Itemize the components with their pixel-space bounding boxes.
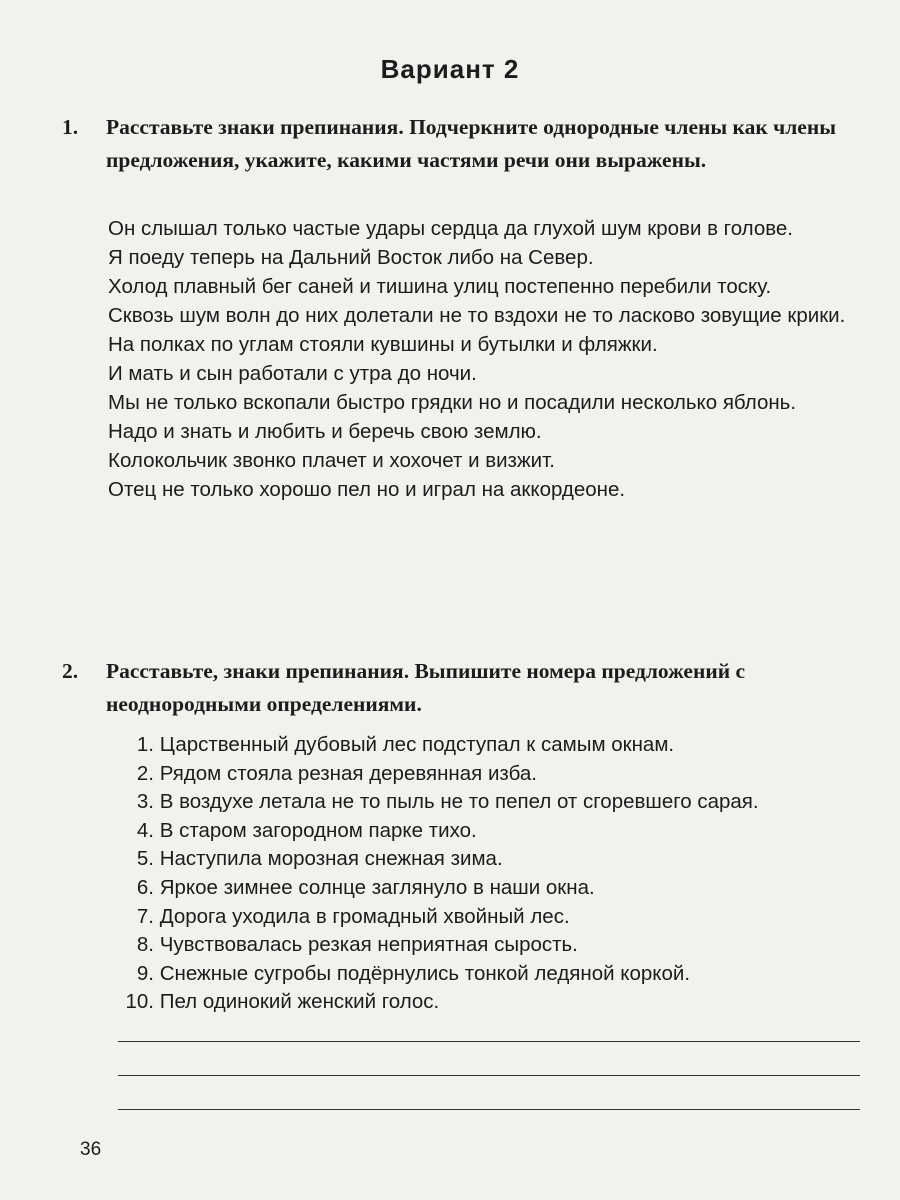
answer-line[interactable] bbox=[118, 1109, 860, 1110]
page-number: 36 bbox=[80, 1139, 102, 1160]
sentence-text: Наступила морозная снежная зима. bbox=[159, 847, 503, 871]
answer-line[interactable] bbox=[118, 1075, 860, 1076]
sentence-number: 9. bbox=[136, 961, 154, 985]
task-1-sentence: На полках по углам стояли кувшины и бутылки и фляжки. bbox=[108, 333, 658, 356]
sentence-number: 1. bbox=[136, 733, 154, 756]
task-1-sentence: Холод плавный бег саней и тишина улиц постепенно перебили тоску. bbox=[108, 275, 772, 298]
sentence-text: В воздухе летала не то пыль не то пепел от сгоревшего сарая. bbox=[159, 790, 759, 814]
task-2-sentence bbox=[112, 903, 872, 932]
task-1-sentence: И мать и сын работали с утра до ночи. bbox=[108, 362, 477, 385]
task-2-sentence bbox=[112, 817, 872, 846]
sentence-number: 4. bbox=[136, 818, 154, 842]
task-2-sentence bbox=[112, 874, 872, 903]
task-2-number: 2. bbox=[62, 659, 79, 683]
task-1-sentence: Мы не только вскопали быстро грядки но и посадили несколько яблонь. bbox=[108, 391, 797, 414]
sentence-text: Пел одинокий женский голос. bbox=[159, 990, 440, 1014]
sentence-number: 3. bbox=[136, 790, 154, 814]
task-1-instruction bbox=[62, 111, 862, 177]
task-1-sentence: Колокольчик звонко плачет и хохочет и визжит. bbox=[108, 449, 555, 472]
task-2-sentence bbox=[112, 960, 872, 989]
sentence-number: 10. bbox=[125, 990, 154, 1014]
sentence-text: Яркое зимнее солнце заглянуло в наши окна. bbox=[159, 875, 595, 899]
sentence-text: Рядом стояла резная деревянная изба. bbox=[159, 761, 537, 785]
task-2-sentence bbox=[112, 931, 872, 960]
task-2-sentence bbox=[112, 845, 872, 874]
task-2-sentence bbox=[112, 988, 872, 1017]
task-1-sentence: Я поеду теперь на Дальний Восток либо на Север. bbox=[108, 246, 594, 269]
task-1-sentence: Сквозь шум волн до них долетали не то вздохи не то ласково зовущие крики. bbox=[108, 304, 846, 327]
task-2-sentence bbox=[112, 760, 872, 789]
sentence-number: 7. bbox=[136, 904, 154, 928]
task-1-sentence: Отец не только хорошо пел но и играл на аккордеоне. bbox=[108, 478, 626, 501]
task-2-sentence bbox=[112, 731, 872, 760]
task-2-text: Расставьте, знаки препинания. Выпишите номера предложений с неоднородными определениями. bbox=[106, 659, 746, 716]
task-1-sentence-list bbox=[108, 214, 863, 504]
task-1-text: Расставьте знаки препинания. Подчеркните однородные члены как члены предложения, укажите, какими частями речи они выражены. bbox=[106, 115, 837, 172]
sentence-text: Царственный дубовый лес подступал к самым окнам. bbox=[159, 733, 675, 756]
task-1-sentence: Он слышал только частые удары сердца да глухой шум крови в голове. bbox=[108, 217, 793, 240]
sentence-text: Чувствовалась резкая неприятная сырость. bbox=[159, 933, 578, 957]
task-1-sentence: Надо и знать и любить и беречь свою землю. bbox=[108, 420, 542, 443]
answer-line[interactable] bbox=[118, 1041, 860, 1042]
sentence-number: 5. bbox=[136, 847, 154, 871]
sentence-text: В старом загородном парке тихо. bbox=[159, 818, 477, 842]
task-2-sentence-list bbox=[112, 731, 872, 1017]
task-2-sentence bbox=[112, 788, 872, 817]
task-2-instruction bbox=[62, 655, 862, 721]
task-1-number: 1. bbox=[62, 115, 79, 139]
sentence-number: 2. bbox=[136, 761, 154, 785]
sentence-number: 8. bbox=[136, 933, 154, 957]
sentence-text: Дорога уходила в громадный хвойный лес. bbox=[159, 904, 570, 928]
sentence-number: 6. bbox=[136, 875, 154, 899]
page-title: Вариант 2 bbox=[380, 54, 520, 84]
sentence-text: Снежные сугробы подёрнулись тонкой ледяной коркой. bbox=[159, 961, 691, 985]
